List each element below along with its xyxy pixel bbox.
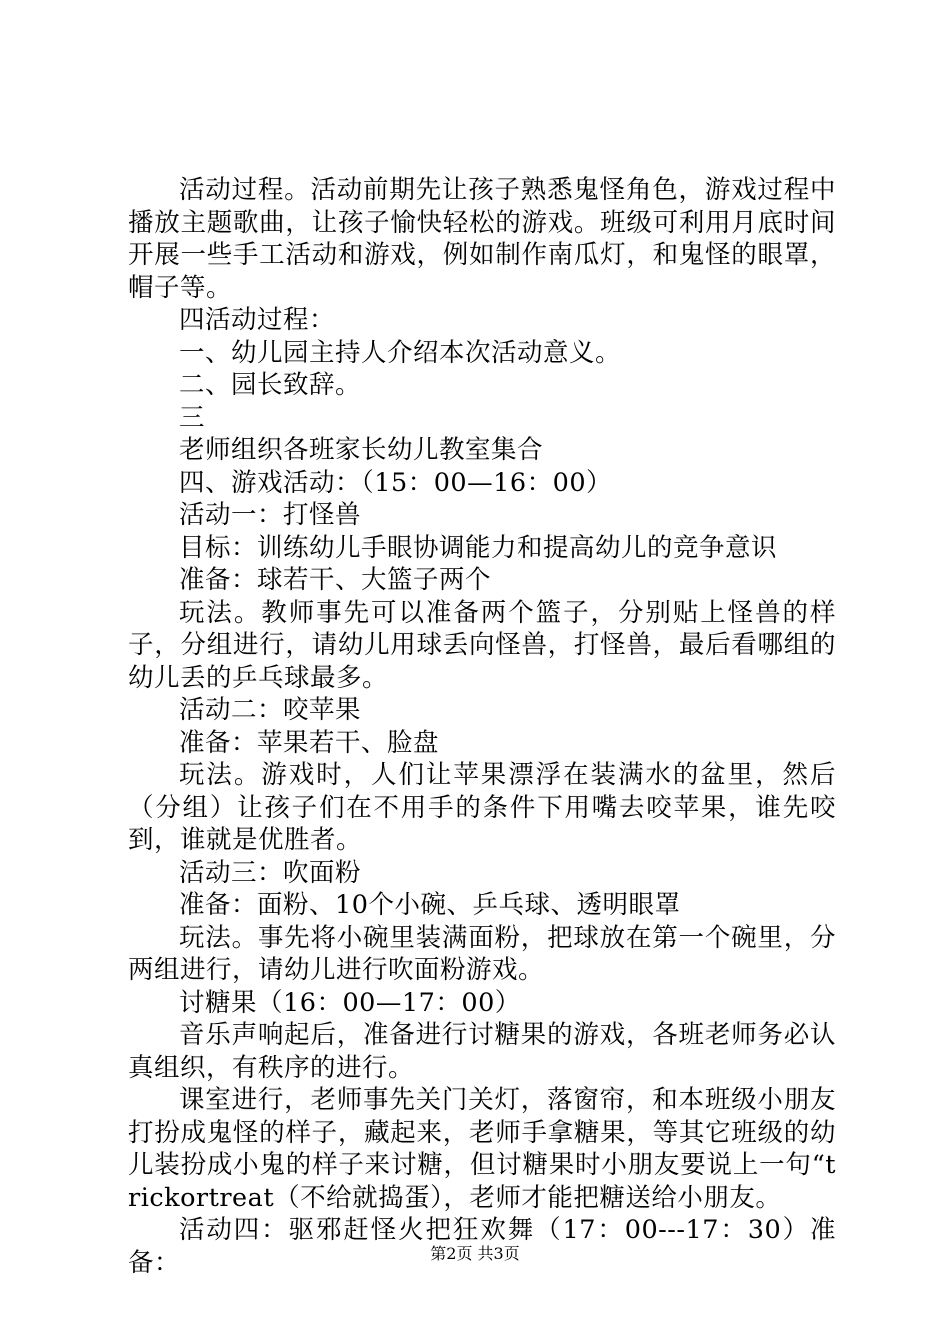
paragraph-candy-heading: 讨糖果（16：00—17：00） (179, 987, 521, 1018)
paragraph-item-three: 三 (179, 402, 206, 433)
page-number-footer: 第2页 共3页 (430, 1244, 520, 1263)
paragraph-candy-classroom: 课室进行，老师事先关门关灯，落窗帘，和本班级小朋友打扮成鬼怪的样子，藏起来，老师手拿糖果，等其它班级的幼儿装扮成小鬼的样子来讨糖，但讨糖果时小朋友要说上一句“trickortreat（不给就捣蛋），老师才能把糖送给小朋友。 (128, 1085, 836, 1213)
paragraph-prep-three: 准备：面粉、10个小碗、乒乓球、透明眼罩 (179, 890, 681, 920)
paragraph-prep-one: 准备：球若干、大篮子两个 (179, 565, 492, 595)
paragraph-activity-four: 活动四：驱邪赶怪火把狂欢舞（17：00---17：30）准备： (128, 1215, 836, 1278)
paragraph-item-one: 一、幼儿园主持人介绍本次活动意义。 (179, 337, 622, 368)
paragraph-item-two: 二、园长致辞。 (179, 370, 362, 400)
paragraph-rules-one: 玩法。教师事先可以准备两个篮子，分别贴上怪兽的样子，分组进行，请幼儿用球丢向怪兽，打怪兽，最后看哪组的幼儿丢的乒乓球最多。 (128, 597, 836, 693)
paragraph-activity-process: 活动过程。活动前期先让孩子熟悉鬼怪角色，游戏过程中播放主题歌曲，让孩子愉快轻松的游戏。班级可利用月底时间开展一些手工活动和游戏，例如制作南瓜灯，和鬼怪的眼罩，帽子等。 (128, 175, 836, 303)
paragraph-activity-one: 活动一：打怪兽 (179, 500, 362, 530)
paragraph-activity-two: 活动二：咬苹果 (179, 695, 362, 725)
document-body (128, 174, 836, 1279)
paragraph-candy-music: 音乐声响起后，准备进行讨糖果的游戏，各班老师务必认真组织，有秩序的进行。 (128, 1020, 836, 1083)
paragraph-gather: 老师组织各班家长幼儿教室集合 (179, 435, 544, 465)
paragraph-activity-three: 活动三：吹面粉 (179, 857, 362, 888)
paragraph-goal: 目标：训练幼儿手眼协调能力和提高幼儿的竞争意识 (179, 532, 778, 563)
paragraph-prep-two: 准备：苹果若干、脸盘 (179, 727, 440, 758)
paragraph-rules-two: 玩法。游戏时，人们让苹果漂浮在装满水的盆里，然后（分组）让孩子们在不用手的条件下用嘴去咬苹果，谁先咬到，谁就是优胜者。 (128, 760, 836, 855)
paragraph-rules-three: 玩法。事先将小碗里装满面粉，把球放在第一个碗里，分两组进行，请幼儿进行吹面粉游戏。 (128, 922, 836, 985)
paragraph-section-four: 四活动过程： (179, 305, 336, 335)
paragraph-games-heading: 四、游戏活动：（15：00—16：00） (179, 467, 613, 498)
